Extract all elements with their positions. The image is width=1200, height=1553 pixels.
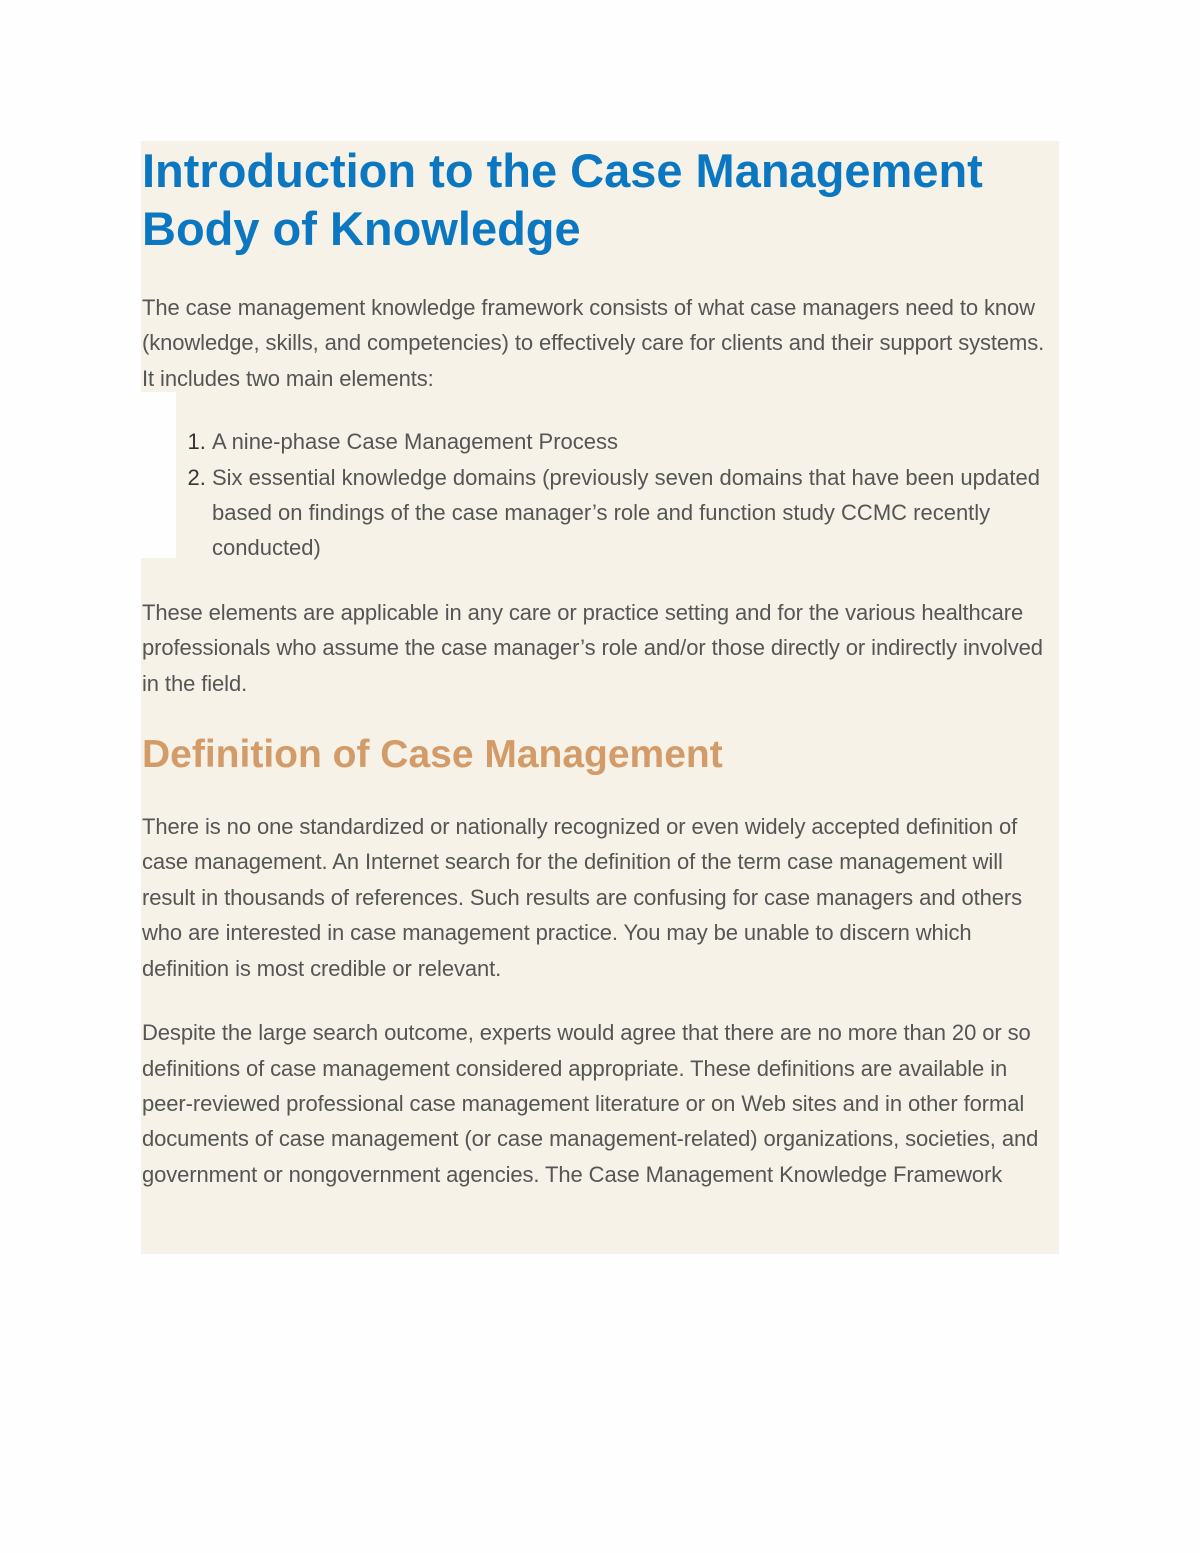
elements-list (142, 424, 1060, 566)
section-heading: Definition of Case Management (142, 733, 723, 777)
document-body (142, 141, 1060, 1192)
elements-paragraph: These elements are applicable in any care or practice setting and for the various healthcare professionals who assume the case manager’s role and/or those directly or indirectly involved in the field. (142, 599, 1043, 696)
page-title: Introduction to the Case Management Body of Knowledge (142, 144, 983, 255)
intro-paragraph: The case management knowledge framework consists of what case managers need to know (knowledge, skills, and competencies) to effectively care for clients and their support systems. It includes two main elements: (142, 295, 1045, 391)
definition-paragraph-1: There is no one standardized or nationally recognized or even widely accepted definition of case management. An Internet search for the definition of the term case management will result in thousands of references. Such results are confusing for case managers and others who are interested in case management practice. You may be unable to discern which definition is most credible or relevant. (142, 814, 1023, 981)
definition-paragraph-2: Despite the large search outcome, experts would agree that there are no more than 20 or so definitions of case management considered appropriate. These definitions are available in peer-reviewed professional case management literature or on Web sites and in other formal documents of case management (or case management-related) organizations, societies, and government or nongovernment agencies. The Case Management Knowledge Framework (142, 1020, 1039, 1187)
list-item: 2. Six essential knowledge domains (previously seven domains that have been updated based on findings of the case manager’s role and function study CCMC recently conducted) (212, 460, 1060, 566)
list-item: 1. A nine-phase Case Management Process (212, 424, 1060, 459)
